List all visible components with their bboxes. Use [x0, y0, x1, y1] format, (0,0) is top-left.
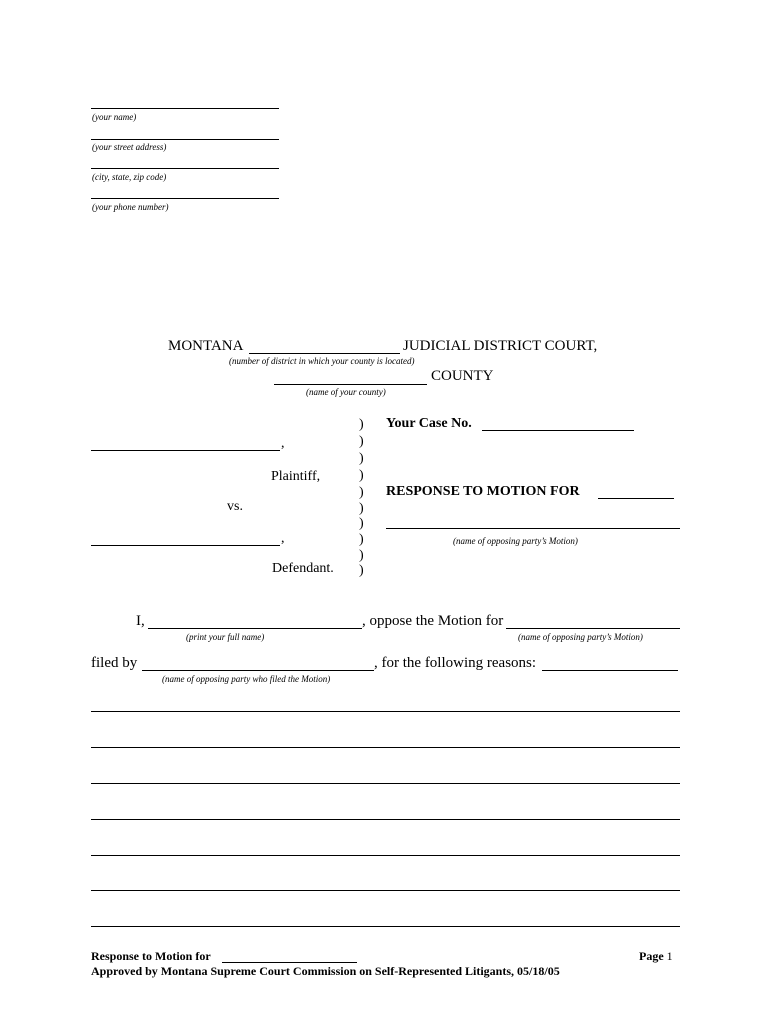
footer-page-label — [639, 949, 673, 964]
reasons-start-line[interactable] — [542, 670, 678, 671]
plaintiff-name-line[interactable] — [91, 450, 280, 451]
court-state: MONTANA — [168, 338, 244, 354]
i-label: I, — [136, 613, 145, 629]
case-no-label: Your Case No. — [386, 416, 472, 431]
document-title: RESPONSE TO MOTION FOR — [386, 484, 580, 499]
defendant-label: Defendant. — [272, 561, 334, 576]
court-name: JUDICIAL DISTRICT COURT, — [403, 338, 598, 354]
paren-10: ) — [359, 563, 364, 578]
opposing-motion-line[interactable] — [386, 528, 680, 529]
filed-by-label: filed by — [91, 655, 138, 671]
case-no-line[interactable] — [482, 430, 634, 431]
motion-name-caption: (name of opposing party’s Motion) — [518, 632, 643, 642]
page-number: 1 — [666, 949, 673, 963]
county-label: COUNTY — [431, 368, 494, 384]
city-state-zip-line[interactable] — [91, 168, 279, 169]
city-state-zip-caption: (city, state, zip code) — [92, 172, 167, 182]
phone-number-caption: (your phone number) — [92, 202, 169, 212]
defendant-name-line[interactable] — [91, 545, 280, 546]
paren-6: ) — [359, 501, 364, 516]
defendant-comma: , — [281, 531, 285, 546]
paren-1: ) — [359, 417, 364, 432]
reason-line-5[interactable] — [91, 855, 680, 856]
full-name-line[interactable] — [148, 628, 362, 629]
reason-line-3[interactable] — [91, 783, 680, 784]
footer-response-label: Response to Motion for — [91, 949, 211, 963]
paren-2: ) — [359, 434, 364, 449]
plaintiff-label: Plaintiff, — [271, 469, 321, 484]
paren-9: ) — [359, 548, 364, 563]
paren-3: ) — [359, 451, 364, 466]
paren-5: ) — [359, 485, 364, 500]
district-number-line[interactable] — [249, 353, 400, 354]
motion-name-line[interactable] — [506, 628, 680, 629]
phone-number-line[interactable] — [91, 198, 279, 199]
title-motion-line[interactable] — [598, 498, 674, 499]
reason-line-1[interactable] — [91, 711, 680, 712]
reason-line-7[interactable] — [91, 926, 680, 927]
street-address-line[interactable] — [91, 139, 279, 140]
paren-7: ) — [359, 516, 364, 531]
print-name-caption: (print your full name) — [186, 632, 265, 642]
reason-line-6[interactable] — [91, 890, 680, 891]
county-name-line[interactable] — [274, 384, 427, 385]
filer-name-line[interactable] — [142, 670, 374, 671]
filer-caption: (name of opposing party who filed the Motion) — [162, 674, 331, 684]
opposing-motion-caption: (name of opposing party’s Motion) — [453, 536, 578, 546]
oppose-text: , oppose the Motion for — [362, 613, 504, 629]
plaintiff-comma: , — [281, 436, 285, 451]
page-label: Page — [639, 949, 664, 963]
street-address-caption: (your street address) — [92, 142, 167, 152]
vs-label: vs. — [227, 499, 243, 514]
paren-4: ) — [359, 468, 364, 483]
reasons-text: , for the following reasons: — [374, 655, 537, 671]
county-caption: (name of your county) — [306, 387, 386, 397]
your-name-caption: (your name) — [92, 112, 137, 122]
reason-line-4[interactable] — [91, 819, 680, 820]
footer-approval-text: Approved by Montana Supreme Court Commission on Self-Represented Litigants, 05/18/05 — [91, 964, 560, 978]
your-name-line[interactable] — [91, 108, 279, 109]
footer-motion-line[interactable] — [222, 962, 357, 963]
reason-line-2[interactable] — [91, 747, 680, 748]
district-caption: (number of district in which your county is located) — [229, 356, 415, 366]
paren-8: ) — [359, 532, 364, 547]
